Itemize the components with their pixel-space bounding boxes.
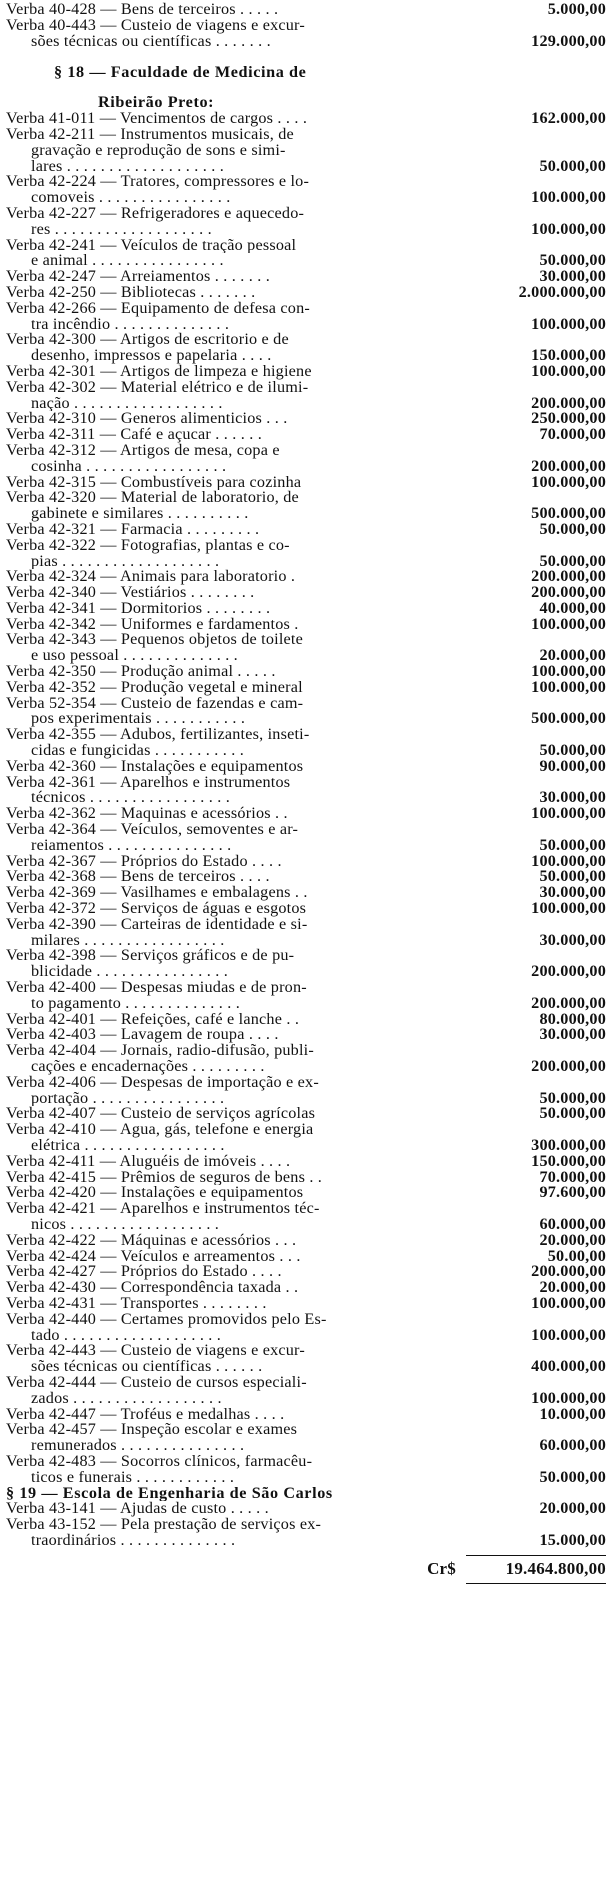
budget-line xyxy=(6,854,606,870)
budget-line xyxy=(6,364,606,380)
budget-line xyxy=(6,1249,606,1265)
budget-line xyxy=(6,1312,606,1328)
budget-line xyxy=(6,459,606,475)
budget-line xyxy=(6,190,606,206)
line-text: portação . . . . . . . . . . . . . . . . xyxy=(31,1090,225,1107)
budget-line xyxy=(6,1170,606,1186)
budget-line xyxy=(6,1359,606,1375)
budget-line xyxy=(6,427,606,443)
budget-line xyxy=(6,174,606,190)
line-amount: 100.000,00 xyxy=(531,853,606,870)
line-text: Verba 42-421 — Aparelhos e instrumentos téc- xyxy=(6,1201,320,1217)
budget-line xyxy=(6,285,606,301)
line-amount: 100.000,00 xyxy=(531,1327,606,1344)
line-amount: 200.000,00 xyxy=(531,569,606,586)
budget-line xyxy=(6,696,606,712)
line-text: Verba 42-367 — Próprios do Estado . . . . xyxy=(6,853,282,870)
line-amount: 50.00,00 xyxy=(547,1248,606,1265)
line-amount: 20.000,00 xyxy=(539,648,606,665)
line-amount: 97.600,00 xyxy=(539,1185,606,1202)
budget-line xyxy=(6,253,606,269)
line-amount: 100.000,00 xyxy=(531,316,606,333)
budget-line xyxy=(6,206,606,222)
line-text: Verba 42-315 — Combustíveis para cozinha xyxy=(6,474,302,491)
budget-line xyxy=(6,238,606,254)
line-amount: 90.000,00 xyxy=(539,758,606,775)
line-text: Verba 42-404 — Jornais, radio-difusão, publi- xyxy=(6,1043,314,1059)
line-text: § 18 — Faculdade de Medicina de xyxy=(54,63,307,82)
line-text: Verba 42-443 — Custeio de viagens e excur- xyxy=(6,1343,305,1360)
budget-line xyxy=(6,727,606,743)
budget-line xyxy=(6,711,606,727)
budget-line xyxy=(6,569,606,585)
line-text: Verba 42-310 — Generos alimenticios . . . xyxy=(6,411,288,428)
budget-line xyxy=(6,806,606,822)
budget-line xyxy=(6,869,606,885)
line-amount: 2.000.000,00 xyxy=(518,284,606,301)
line-text: nicos . . . . . . . . . . . . . . . . . . xyxy=(31,1216,220,1233)
total-value: 19.464.800,00 xyxy=(466,1555,606,1577)
budget-line xyxy=(6,1375,606,1391)
line-text: Verba 42-422 — Máquinas e acessórios . . . xyxy=(6,1232,297,1249)
budget-line xyxy=(6,348,606,364)
line-text: nação . . . . . . . . . . . . . . . . . . xyxy=(31,395,223,412)
line-text: Verba 42-311 — Café e açucar . . . . . . xyxy=(6,427,262,443)
budget-line xyxy=(6,1264,606,1280)
line-text: Verba 42-227 — Refrigeradores e aquecedo- xyxy=(6,205,305,222)
line-text: Verba 42-427 — Próprios do Estado . . . . xyxy=(6,1264,282,1281)
budget-line xyxy=(6,1027,606,1043)
line-text: Verba 42-355 — Adubos, fertilizantes, inseti- xyxy=(6,727,310,744)
line-amount: 50.000,00 xyxy=(539,158,606,175)
budget-line xyxy=(6,443,606,459)
line-text: res . . . . . . . . . . . . . . . . . . . xyxy=(31,221,212,238)
budget-line xyxy=(6,1059,606,1075)
line-amount: 70.000,00 xyxy=(539,1169,606,1186)
line-text: Verba 42-457 — Inspeção escolar e exames xyxy=(6,1422,298,1439)
budget-line xyxy=(6,1075,606,1091)
total-currency: Cr$ xyxy=(427,1558,456,1578)
line-amount: 30.000,00 xyxy=(539,1027,606,1044)
line-text: Verba 42-406 — Despesas de importação e ex- xyxy=(6,1074,319,1091)
line-text: comoveis . . . . . . . . . . . . . . . . xyxy=(31,190,231,206)
line-text: Verba 42-300 — Artigos de escritorio e de xyxy=(6,332,289,349)
line-text: milares . . . . . . . . . . . . . . . . . xyxy=(31,932,225,949)
line-text: Verba 42-372 — Serviços de águas e esgotos xyxy=(6,901,307,917)
line-text: Verba 42-483 — Socorros clínicos, farmacêu- xyxy=(6,1453,313,1470)
budget-line xyxy=(6,948,606,964)
line-text: Verba 42-411 — Aluguéis de imóveis . . . . xyxy=(6,1153,291,1170)
budget-line xyxy=(6,996,606,1012)
line-amount: 100.000,00 xyxy=(531,1295,606,1312)
line-text: gravação e reprodução de sons e simi- xyxy=(31,142,286,159)
budget-line xyxy=(6,617,606,633)
line-text: Verba 42-343 — Pequenos objetos de toilete xyxy=(6,632,304,649)
line-amount: 500.000,00 xyxy=(531,711,606,728)
line-amount: 20.000,00 xyxy=(539,1280,606,1296)
line-amount: 50.000,00 xyxy=(539,1469,606,1486)
budget-line xyxy=(6,1422,606,1438)
line-text: cosinha . . . . . . . . . . . . . . . . . xyxy=(31,458,227,475)
line-text: Verba 42-362 — Maquinas e acessórios . . xyxy=(6,806,288,823)
budget-line xyxy=(6,490,606,506)
line-text: Verba 42-430 — Correspondência taxada . . xyxy=(6,1280,299,1296)
budget-line xyxy=(6,1185,606,1201)
budget-line xyxy=(6,301,606,317)
budget-line xyxy=(6,1296,606,1312)
line-amount: 162.000,00 xyxy=(531,111,606,127)
line-text: Verba 42-266 — Equipamento de defesa con- xyxy=(6,300,310,317)
line-amount: 200.000,00 xyxy=(531,995,606,1012)
line-text: Verba 42-369 — Vasilhames e embalagens . . xyxy=(6,885,308,902)
line-text: zados . . . . . . . . . . . . . . . . . . xyxy=(31,1390,222,1407)
closing-rule xyxy=(466,1583,606,1584)
line-text: Verba 42-401 — Refeições, café e lanche . . xyxy=(6,1011,300,1028)
line-amount: 100.000,00 xyxy=(531,1390,606,1407)
budget-line xyxy=(6,1328,606,1344)
line-amount: 20.000,00 xyxy=(539,1501,606,1518)
line-amount: 50.000,00 xyxy=(539,869,606,886)
budget-line xyxy=(6,759,606,775)
budget-line xyxy=(6,585,606,601)
line-amount: 50.000,00 xyxy=(539,553,606,570)
line-text: Verba 42-403 — Lavagem de roupa . . . . xyxy=(6,1027,279,1044)
line-text: pias . . . . . . . . . . . . . . . . . . . xyxy=(31,553,220,570)
line-amount: 50.000,00 xyxy=(539,521,606,538)
budget-line xyxy=(6,1154,606,1170)
budget-line xyxy=(6,980,606,996)
line-text: reiamentos . . . . . . . . . . . . . . . xyxy=(31,837,232,854)
line-text: Verba 40-428 — Bens de terceiros . . . . . xyxy=(6,2,279,18)
line-text: Verba 42-431 — Transportes . . . . . . . . xyxy=(6,1295,267,1312)
line-amount: 300.000,00 xyxy=(531,1137,606,1154)
budget-line xyxy=(6,332,606,348)
budget-line xyxy=(6,522,606,538)
budget-document xyxy=(6,0,606,1592)
line-amount: 100.000,00 xyxy=(531,616,606,633)
line-amount: 15.000,00 xyxy=(539,1532,606,1549)
line-text: Verba 43-152 — Pela prestação de serviços ex- xyxy=(6,1517,322,1533)
line-amount: 200.000,00 xyxy=(531,458,606,475)
budget-line xyxy=(6,933,606,949)
budget-line xyxy=(6,222,606,238)
budget-line xyxy=(6,111,606,127)
budget-line xyxy=(6,632,606,648)
budget-line xyxy=(6,380,606,396)
line-amount: 100.000,00 xyxy=(531,664,606,680)
line-amount: 70.000,00 xyxy=(539,427,606,443)
line-text: pos experimentais . . . . . . . . . . . xyxy=(31,711,246,728)
line-amount: 100.000,00 xyxy=(531,679,606,696)
line-amount: 100.000,00 xyxy=(531,474,606,491)
budget-line xyxy=(6,822,606,838)
line-text: Verba 42-341 — Dormitorios . . . . . . . . xyxy=(6,600,271,617)
section-heading xyxy=(6,95,606,111)
line-text: Verba 42-312 — Artigos de mesa, copa e xyxy=(6,442,280,459)
line-text: traordinários . . . . . . . . . . . . . . xyxy=(31,1532,236,1549)
line-text: cidas e fungicidas . . . . . . . . . . . xyxy=(31,743,244,759)
line-amount: 100.000,00 xyxy=(531,363,606,380)
budget-line xyxy=(6,838,606,854)
line-text: cações e encadernações . . . . . . . . . xyxy=(31,1059,265,1075)
line-amount: 30.000,00 xyxy=(539,790,606,807)
line-text: elétrica . . . . . . . . . . . . . . . . . xyxy=(31,1137,225,1154)
line-text: ticos e funerais . . . . . . . . . . . . xyxy=(31,1469,235,1486)
line-amount: 50.000,00 xyxy=(539,253,606,270)
budget-line xyxy=(6,1470,606,1486)
line-text: Verba 42-322 — Fotografias, plantas e co- xyxy=(6,537,290,554)
line-text: Verba 42-340 — Vestiários . . . . . . . . xyxy=(6,585,255,601)
line-amount: 500.000,00 xyxy=(531,506,606,522)
line-text: Verba 42-302 — Material elétrico e de ilumi- xyxy=(6,379,309,396)
line-amount: 50.000,00 xyxy=(539,1106,606,1123)
line-text: sões técnicas ou científicas . . . . . . . xyxy=(31,33,271,50)
line-text: blicidade . . . . . . . . . . . . . . . . xyxy=(31,964,229,981)
line-text: Verba 42-224 — Tratores, compressores e lo- xyxy=(6,174,310,191)
section-heading xyxy=(6,1486,606,1502)
line-amount: 150.000,00 xyxy=(531,348,606,364)
line-amount: 40.000,00 xyxy=(539,600,606,617)
budget-line xyxy=(6,317,606,333)
line-text: Verba 42-407 — Custeio de serviços agrícolas xyxy=(6,1106,316,1123)
line-text: Verba 52-354 — Custeio de fazendas e cam- xyxy=(6,695,304,712)
line-text: Verba 42-440 — Certames promovidos pelo Es- xyxy=(6,1311,327,1328)
budget-line xyxy=(6,885,606,901)
line-amount: 50.000,00 xyxy=(539,1090,606,1107)
budget-line xyxy=(6,743,606,759)
budget-line xyxy=(6,1407,606,1423)
line-text: Verba 42-361 — Aparelhos e instrumentos xyxy=(6,774,291,791)
line-text: to pagamento . . . . . . . . . . . . . . xyxy=(31,995,240,1012)
budget-line xyxy=(6,1391,606,1407)
budget-line xyxy=(6,506,606,522)
line-text: lares . . . . . . . . . . . . . . . . . . . xyxy=(31,158,224,175)
line-text: Verba 42-360 — Instalações e equipamentos xyxy=(6,758,304,775)
line-text: Verba 42-368 — Bens de terceiros . . . . xyxy=(6,869,270,886)
line-amount: 60.000,00 xyxy=(539,1438,606,1454)
line-amount: 10.000,00 xyxy=(539,1406,606,1423)
budget-line xyxy=(6,790,606,806)
budget-line xyxy=(6,1454,606,1470)
line-text: sões técnicas ou científicas . . . . . . xyxy=(31,1359,263,1375)
budget-line xyxy=(6,901,606,917)
line-text: Verba 42-324 — Animais para laboratorio . xyxy=(6,569,296,586)
budget-line xyxy=(6,775,606,791)
budget-line xyxy=(6,1138,606,1154)
line-amount: 200.000,00 xyxy=(531,964,606,981)
budget-line xyxy=(6,411,606,427)
budget-line xyxy=(6,1343,606,1359)
line-amount: 100.000,00 xyxy=(531,806,606,823)
budget-line xyxy=(6,18,606,34)
line-text: Verba 42-364 — Veículos, semoventes e ar- xyxy=(6,822,299,838)
budget-lines xyxy=(6,2,606,1549)
line-text: Verba 42-352 — Produção vegetal e mineral xyxy=(6,679,303,696)
line-amount: 60.000,00 xyxy=(539,1216,606,1233)
budget-line xyxy=(6,1438,606,1454)
total-row xyxy=(6,1555,606,1585)
budget-line xyxy=(6,159,606,175)
budget-line xyxy=(6,554,606,570)
line-text: Verba 42-342 — Uniformes e fardamentos . xyxy=(6,616,299,633)
line-text: tra incêndio . . . . . . . . . . . . . . xyxy=(31,316,230,333)
line-text: Verba 42-447 — Troféus e medalhas . . . . xyxy=(6,1406,285,1423)
line-text: Verba 42-350 — Produção animal . . . . . xyxy=(6,664,276,680)
line-amount: 80.000,00 xyxy=(539,1011,606,1028)
budget-line xyxy=(6,1233,606,1249)
line-amount: 50.000,00 xyxy=(539,743,606,759)
line-amount: 200.000,00 xyxy=(531,1059,606,1075)
line-text: Verba 42-398 — Serviços gráficos e de pu- xyxy=(6,948,295,965)
budget-line xyxy=(6,1043,606,1059)
budget-line xyxy=(6,648,606,664)
line-text: Verba 42-400 — Despesas miudas e de pron- xyxy=(6,980,307,996)
line-amount: 150.000,00 xyxy=(531,1153,606,1170)
line-amount: 100.000,00 xyxy=(531,190,606,206)
line-text: Verba 42-415 — Prêmios de seguros de bens . . xyxy=(6,1169,323,1186)
budget-line xyxy=(6,1280,606,1296)
budget-line xyxy=(6,34,606,50)
line-amount: 50.000,00 xyxy=(539,837,606,854)
budget-line xyxy=(6,601,606,617)
line-amount: 129.000,00 xyxy=(531,33,606,50)
line-amount: 100.000,00 xyxy=(531,901,606,917)
line-text: Verba 42-250 — Bibliotecas . . . . . . . xyxy=(6,284,256,301)
line-text: tado . . . . . . . . . . . . . . . . . . . xyxy=(31,1327,222,1344)
line-text: Verba 42-410 — Agua, gás, telefone e energia xyxy=(6,1122,314,1138)
line-amount: 30.000,00 xyxy=(539,932,606,949)
budget-line xyxy=(6,269,606,285)
budget-line xyxy=(6,680,606,696)
line-amount: 30.000,00 xyxy=(539,269,606,285)
line-amount: 400.000,00 xyxy=(531,1359,606,1375)
section-heading xyxy=(6,49,606,95)
line-text: Verba 42-424 — Veículos e arreamentos . . . xyxy=(6,1248,301,1265)
budget-line xyxy=(6,1091,606,1107)
budget-line xyxy=(6,1501,606,1517)
budget-line xyxy=(6,475,606,491)
line-amount: 200.000,00 xyxy=(531,585,606,601)
budget-line xyxy=(6,1517,606,1533)
line-amount: 250.000,00 xyxy=(531,411,606,428)
line-text: Verba 42-211 — Instrumentos musicais, de xyxy=(6,126,294,143)
line-text: Verba 42-321 — Farmacia . . . . . . . . . xyxy=(6,521,260,538)
budget-line xyxy=(6,396,606,412)
line-text: técnicos . . . . . . . . . . . . . . . . . xyxy=(31,790,231,807)
line-text: remunerados . . . . . . . . . . . . . . . xyxy=(31,1438,245,1454)
budget-line xyxy=(6,1217,606,1233)
line-text: § 19 — Escola de Engenharia de São Carlos xyxy=(6,1485,333,1502)
line-amount: 20.000,00 xyxy=(539,1232,606,1249)
budget-line xyxy=(6,1201,606,1217)
line-text: gabinete e similares . . . . . . . . . . xyxy=(31,506,249,522)
line-amount: 100.000,00 xyxy=(531,221,606,238)
line-text: Ribeirão Preto: xyxy=(98,95,215,112)
line-text: Verba 42-247 — Arreiamentos . . . . . . . xyxy=(6,269,270,285)
line-text: e animal . . . . . . . . . . . . . . . . xyxy=(31,253,224,270)
line-amount: 200.000,00 xyxy=(531,395,606,412)
budget-line xyxy=(6,143,606,159)
budget-line xyxy=(6,127,606,143)
budget-line xyxy=(6,1106,606,1122)
line-text: Verba 42-241 — Veículos de tração pessoal xyxy=(6,237,297,254)
line-text: Verba 42-420 — Instalações e equipamentos xyxy=(6,1185,304,1202)
line-text: Verba 43-141 — Ajudas de custo . . . . . xyxy=(6,1501,269,1518)
budget-line xyxy=(6,917,606,933)
line-amount: 5.000,00 xyxy=(547,2,606,18)
budget-line xyxy=(6,538,606,554)
line-text: Verba 42-390 — Carteiras de identidade e si- xyxy=(6,916,308,933)
budget-line xyxy=(6,2,606,18)
line-amount: 200.000,00 xyxy=(531,1264,606,1281)
budget-line xyxy=(6,1122,606,1138)
line-text: Verba 42-320 — Material de laboratorio, de xyxy=(6,490,299,507)
line-text: Verba 40-443 — Custeio de viagens e excur- xyxy=(6,17,305,34)
line-text: desenho, impressos e papelaria . . . . xyxy=(31,348,272,364)
line-text: Verba 42-301 — Artigos de limpeza e higiene xyxy=(6,363,312,380)
budget-line xyxy=(6,664,606,680)
line-text: e uso pessoal . . . . . . . . . . . . . . xyxy=(31,648,238,665)
budget-line xyxy=(6,964,606,980)
line-amount: 30.000,00 xyxy=(539,885,606,902)
line-text: Verba 41-011 — Vencimentos de cargos . . . . xyxy=(6,111,308,127)
line-text: Verba 42-444 — Custeio de cursos especiali- xyxy=(6,1374,307,1391)
budget-line xyxy=(6,1012,606,1028)
budget-line xyxy=(6,1533,606,1549)
